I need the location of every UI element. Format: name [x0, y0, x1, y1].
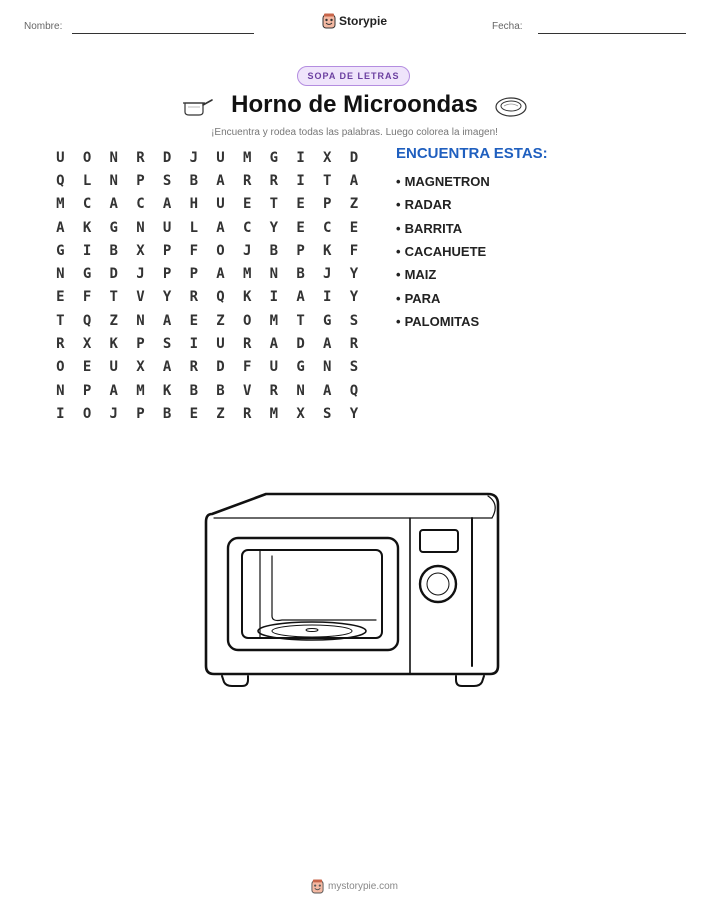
grid-letter[interactable]: D	[162, 149, 172, 166]
grid-letter[interactable]: Y	[162, 289, 172, 306]
grid-letter[interactable]: U	[109, 359, 118, 376]
word-label: PALOMITAS	[404, 313, 480, 329]
grid-letter[interactable]: G	[82, 266, 92, 283]
grid-letter[interactable]: A	[296, 289, 305, 306]
grid-letter[interactable]: F	[242, 359, 252, 376]
grid-letter[interactable]: U	[216, 149, 225, 166]
word-label: BARRITA	[404, 220, 463, 236]
grid-row	[47, 379, 367, 402]
grid-letter[interactable]: E	[296, 219, 305, 236]
grid-letter[interactable]: A	[216, 172, 225, 189]
grid-letter[interactable]: C	[82, 196, 92, 213]
grid-letter[interactable]: R	[56, 336, 65, 353]
grid-letter[interactable]: B	[296, 266, 305, 283]
grid-letter[interactable]: R	[349, 336, 359, 353]
grid-letter[interactable]: U	[269, 359, 279, 376]
grid-letter[interactable]: P	[189, 266, 198, 283]
word-search-grid	[47, 146, 367, 426]
date-line	[538, 33, 686, 34]
grid-letter[interactable]: T	[56, 312, 65, 329]
word-list-item	[396, 170, 490, 193]
word-label: PARA	[404, 290, 441, 306]
grid-letter[interactable]: D	[349, 149, 359, 166]
footer	[0, 879, 709, 894]
grid-letter[interactable]: V	[136, 289, 145, 306]
grid-letter[interactable]: T	[323, 172, 332, 189]
grid-letter[interactable]: N	[56, 266, 65, 283]
grid-letter[interactable]: D	[216, 359, 225, 376]
grid-letter[interactable]: O	[56, 359, 65, 376]
grid-letter[interactable]: A	[216, 266, 225, 283]
word-list-item	[396, 193, 490, 216]
grid-letter[interactable]: Z	[216, 312, 225, 329]
grid-letter[interactable]: A	[323, 382, 332, 399]
grid-row	[47, 332, 367, 355]
grid-letter[interactable]: Z	[349, 196, 359, 213]
grid-letter[interactable]: Y	[269, 219, 279, 236]
grid-row	[47, 193, 367, 216]
grid-letter[interactable]: X	[323, 149, 332, 166]
grid-letter[interactable]: J	[323, 266, 332, 283]
grid-letter[interactable]: M	[269, 405, 279, 422]
grid-letter[interactable]: N	[56, 382, 65, 399]
grid-letter[interactable]: B	[162, 405, 172, 422]
grid-letter[interactable]: R	[189, 289, 198, 306]
grid-letter[interactable]: E	[189, 312, 198, 329]
grid-letter[interactable]: T	[296, 312, 305, 329]
grid-letter[interactable]: O	[242, 312, 252, 329]
grid-row	[47, 146, 367, 169]
grid-letter[interactable]: K	[323, 242, 332, 259]
grid-letter[interactable]: Q	[216, 289, 225, 306]
grid-letter[interactable]: P	[323, 196, 332, 213]
grid-letter[interactable]: N	[136, 312, 145, 329]
grid-letter[interactable]: I	[296, 149, 305, 166]
grid-letter[interactable]: Z	[216, 405, 225, 422]
grid-letter[interactable]: Y	[349, 405, 359, 422]
grid-letter[interactable]: R	[189, 359, 198, 376]
grid-letter[interactable]: G	[269, 149, 279, 166]
grid-letter[interactable]: M	[242, 149, 252, 166]
grid-letter[interactable]: K	[242, 289, 252, 306]
word-list-item	[396, 310, 490, 333]
grid-letter[interactable]: R	[269, 172, 279, 189]
name-label: Nombre:	[24, 21, 63, 32]
word-list-item	[396, 286, 490, 309]
grid-letter[interactable]: F	[189, 242, 198, 259]
grid-letter[interactable]: A	[269, 336, 279, 353]
grid-letter[interactable]: Y	[349, 266, 359, 283]
grid-row	[47, 169, 367, 192]
grid-letter[interactable]: R	[136, 149, 145, 166]
bullet: •	[396, 174, 401, 190]
grid-letter[interactable]: R	[242, 405, 252, 422]
word-list	[396, 170, 490, 333]
footer-url: mystorypie.com	[327, 881, 398, 892]
word-list-title: ENCUENTRA ESTAS:	[396, 145, 548, 162]
instructions: ¡Encuentra y rodea todas las palabras. Luego colorea la imagen!	[211, 127, 498, 138]
grid-letter[interactable]: M	[56, 196, 65, 213]
grid-row	[47, 356, 367, 379]
grid-letter[interactable]: E	[189, 405, 198, 422]
grid-letter[interactable]: H	[189, 196, 198, 213]
bullet: •	[396, 220, 401, 236]
grid-letter[interactable]: Q	[349, 382, 359, 399]
grid-letter[interactable]: I	[323, 289, 332, 306]
grid-letter[interactable]: U	[56, 149, 65, 166]
grid-letter[interactable]: Q	[82, 312, 92, 329]
bullet: •	[396, 290, 401, 306]
grid-letter[interactable]: A	[162, 196, 172, 213]
grid-letter[interactable]: X	[136, 359, 145, 376]
grid-letter[interactable]: R	[242, 336, 252, 353]
grid-letter[interactable]: O	[82, 149, 92, 166]
grid-letter[interactable]: A	[56, 219, 65, 236]
grid-letter[interactable]: M	[136, 382, 145, 399]
name-line	[72, 33, 254, 34]
grid-letter[interactable]: A	[162, 312, 172, 329]
brand-name: Storypie	[339, 14, 388, 28]
brand	[322, 13, 387, 29]
grid-letter[interactable]: G	[56, 242, 65, 259]
grid-letter[interactable]: U	[216, 196, 225, 213]
bullet: •	[396, 244, 401, 260]
grid-letter[interactable]: B	[189, 382, 198, 399]
grid-letter[interactable]: J	[242, 242, 252, 259]
grid-letter[interactable]: B	[189, 172, 198, 189]
microwave-oven-illustration	[200, 490, 510, 690]
grid-letter[interactable]: K	[109, 336, 118, 353]
word-list-item	[396, 217, 490, 240]
grid-letter[interactable]: Q	[56, 172, 65, 189]
grid-letter[interactable]: T	[109, 289, 118, 306]
grid-letter[interactable]: B	[109, 242, 118, 259]
grid-letter[interactable]: A	[323, 336, 332, 353]
grid-letter[interactable]: S	[162, 172, 172, 189]
grid-letter[interactable]: N	[269, 266, 279, 283]
grid-letter[interactable]: E	[56, 289, 65, 306]
grid-row	[47, 239, 367, 262]
grid-letter[interactable]: A	[109, 382, 118, 399]
grid-letter[interactable]: K	[162, 382, 172, 399]
grid-letter[interactable]: O	[216, 242, 225, 259]
grid-letter[interactable]: O	[82, 405, 92, 422]
grid-letter[interactable]: Y	[349, 289, 359, 306]
bullet: •	[396, 267, 401, 283]
word-list-item	[396, 240, 490, 263]
grid-letter[interactable]: P	[82, 382, 92, 399]
grid-letter[interactable]: X	[82, 336, 92, 353]
grid-letter[interactable]: N	[109, 172, 118, 189]
grid-letter[interactable]: J	[136, 266, 145, 283]
grid-letter[interactable]: P	[162, 266, 172, 283]
grid-letter[interactable]: P	[136, 172, 145, 189]
grid-letter[interactable]: U	[216, 336, 225, 353]
grid-letter[interactable]: L	[189, 219, 198, 236]
grid-letter[interactable]: X	[296, 405, 305, 422]
word-list-item	[396, 263, 490, 286]
grid-letter[interactable]: K	[82, 219, 92, 236]
grid-letter[interactable]: J	[109, 405, 118, 422]
word-label: MAIZ	[404, 267, 437, 283]
word-label: RADAR	[404, 197, 452, 213]
grid-letter[interactable]: A	[109, 196, 118, 213]
grid-letter[interactable]: G	[296, 359, 305, 376]
grid-letter[interactable]: B	[269, 242, 279, 259]
grid-letter[interactable]: C	[136, 196, 145, 213]
bullet: •	[396, 313, 401, 329]
grid-letter[interactable]: B	[216, 382, 225, 399]
grid-letter[interactable]: I	[189, 336, 198, 353]
grid-letter[interactable]: L	[82, 172, 92, 189]
grid-letter[interactable]: X	[136, 242, 145, 259]
grid-letter[interactable]: A	[162, 359, 172, 376]
bullet: •	[396, 197, 401, 213]
grid-letter[interactable]: P	[136, 405, 145, 422]
grid-letter[interactable]: M	[242, 266, 252, 283]
grid-letter[interactable]: C	[242, 219, 252, 236]
grid-letter[interactable]: J	[189, 149, 198, 166]
storypie-logo-icon	[311, 879, 324, 894]
word-label: CACAHUETE	[404, 244, 487, 260]
grid-letter[interactable]: Z	[109, 312, 118, 329]
grid-letter[interactable]: G	[109, 219, 118, 236]
grid-letter[interactable]: T	[269, 196, 279, 213]
grid-letter[interactable]: C	[323, 219, 332, 236]
page-title: Horno de Microondas	[231, 91, 478, 118]
grid-row	[47, 216, 367, 239]
storypie-logo-icon	[322, 13, 336, 29]
word-label: MAGNETRON	[404, 174, 490, 190]
date-label: Fecha:	[492, 21, 523, 32]
grid-letter[interactable]: F	[82, 289, 92, 306]
grid-letter[interactable]: G	[323, 312, 332, 329]
grid-letter[interactable]: I	[296, 172, 305, 189]
grid-letter[interactable]: S	[323, 405, 332, 422]
grid-row	[47, 286, 367, 309]
grid-letter[interactable]: N	[296, 382, 305, 399]
grid-letter[interactable]: A	[349, 172, 359, 189]
grid-letter[interactable]: E	[82, 359, 92, 376]
grid-letter[interactable]: P	[136, 336, 145, 353]
bowl-icon	[494, 95, 528, 119]
grid-letter[interactable]: D	[109, 266, 118, 283]
grid-letter[interactable]: P	[296, 242, 305, 259]
activity-badge: SOPA DE LETRAS	[297, 66, 410, 86]
grid-letter[interactable]: N	[136, 219, 145, 236]
grid-letter[interactable]: R	[269, 382, 279, 399]
grid-letter[interactable]: D	[296, 336, 305, 353]
grid-letter[interactable]: E	[242, 196, 252, 213]
grid-letter[interactable]: I	[269, 289, 279, 306]
grid-letter[interactable]: R	[242, 172, 252, 189]
grid-row	[47, 262, 367, 285]
grid-letter[interactable]: E	[349, 219, 359, 236]
grid-letter[interactable]: M	[269, 312, 279, 329]
grid-letter[interactable]: V	[242, 382, 252, 399]
grid-row	[47, 402, 367, 425]
grid-letter[interactable]: I	[56, 405, 65, 422]
grid-letter[interactable]: P	[162, 242, 172, 259]
grid-letter[interactable]: E	[296, 196, 305, 213]
grid-letter[interactable]: U	[162, 219, 172, 236]
grid-letter[interactable]: S	[162, 336, 172, 353]
grid-letter[interactable]: F	[349, 242, 359, 259]
grid-letter[interactable]: N	[109, 149, 118, 166]
grid-letter[interactable]: I	[82, 242, 92, 259]
grid-row	[47, 309, 367, 332]
grid-letter[interactable]: S	[349, 359, 359, 376]
grid-letter[interactable]: S	[349, 312, 359, 329]
grid-letter[interactable]: N	[323, 359, 332, 376]
grid-letter[interactable]: A	[216, 219, 225, 236]
